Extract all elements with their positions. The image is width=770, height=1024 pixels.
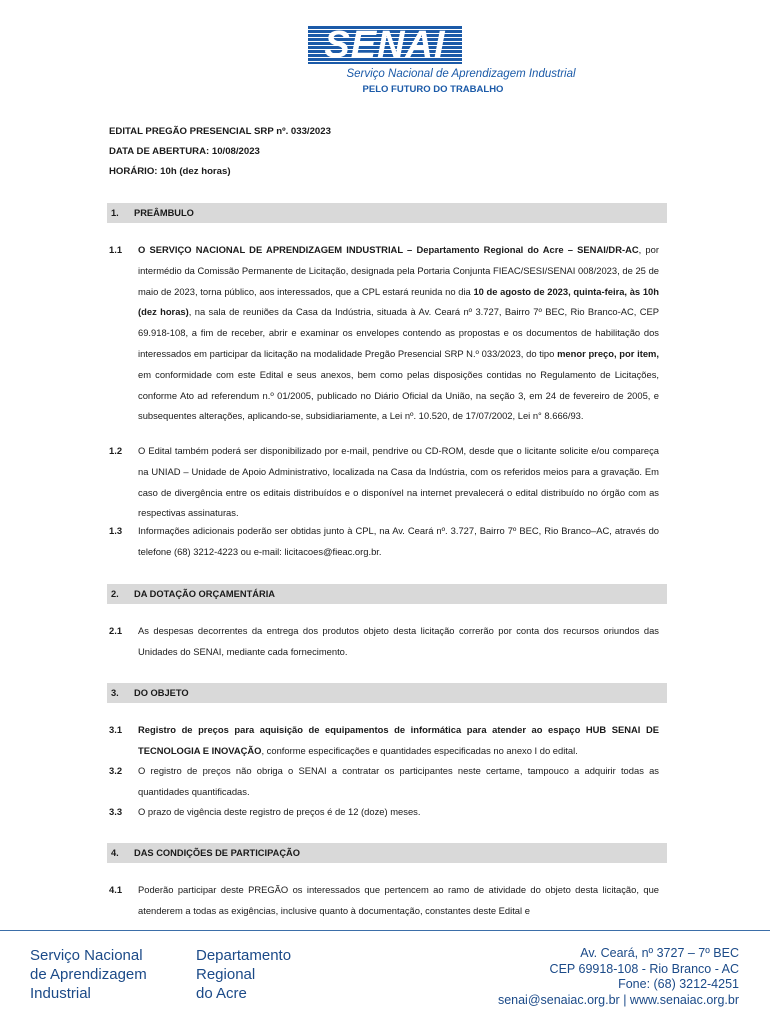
section-header-participacao	[107, 843, 667, 863]
paragraph-number: 1.1	[109, 244, 123, 255]
footer-line: Serviço Nacional	[30, 947, 143, 964]
paragraph-text: Poderão participar deste PREGÃO os interessados que pertencem ao ramo de atividade do objeto desta licitação, que atenderem a todas as exigências, inclusive quanto à documentação, constantes deste Edital e	[138, 884, 659, 916]
section-title: DAS CONDIÇÕES DE PARTICIPAÇÃO	[134, 848, 300, 858]
edital-title: EDITAL PREGÃO PRESENCIAL SRP nº. 033/2023	[109, 126, 331, 137]
paragraph-number: 2.1	[109, 625, 123, 636]
paragraph-text: O prazo de vigência deste registro de preços é de 12 (doze) meses.	[138, 806, 421, 817]
section-title: PREÂMBULO	[134, 208, 194, 218]
footer-email-website: senai@senaiac.org.br | www.senaiac.org.br	[497, 992, 739, 1007]
paragraph-text	[138, 720, 659, 762]
section-header-dotacao	[107, 584, 667, 604]
paragraph-text: As despesas decorrentes da entrega dos produtos objeto desta licitação correrão por conta dos recursos oriundos das Unidades do SENAI, mediante cada fornecimento.	[138, 625, 659, 657]
paragraph-1-2	[109, 441, 659, 524]
footer-line: do Acre	[196, 985, 247, 1002]
text: em conformidade com este Edital e seus anexos, bem como pelas disposições contidas no Regulamento de Licitações, conforme Ato ad referendum n.º 01/2005, publicado no Diário Oficial da União, na seção 3, em 24 de fevereiro de 2005, e subsequentes alterações, aplicando-se, subsidiariamente, a Lei nº. 10.520, de 17/07/2002, Lei n° 8.666/93.	[138, 368, 659, 422]
section-header-preambulo	[107, 203, 667, 223]
paragraph-number: 1.2	[109, 445, 123, 456]
opening-date: DATA DE ABERTURA: 10/08/2023	[109, 146, 260, 157]
footer-contact	[498, 946, 739, 1008]
paragraph-number: 1.3	[109, 525, 123, 536]
footer-divider	[0, 930, 770, 931]
paragraph-2-1	[109, 621, 659, 663]
logo-text: SENAI	[324, 24, 446, 66]
paragraph-3-3	[109, 802, 659, 823]
section-number: 1.	[111, 208, 119, 218]
footer-phone: Fone: (68) 3212-4251	[618, 977, 739, 991]
footer-department	[196, 946, 291, 1003]
paragraph-3-1	[109, 720, 659, 762]
paragraph-text	[138, 240, 659, 427]
footer-line: Regional	[196, 966, 256, 983]
footer-line: de Aprendizagem	[30, 966, 147, 983]
senai-logo	[308, 26, 462, 64]
section-title: DO OBJETO	[134, 688, 189, 698]
text-bold: O SERVIÇO NACIONAL DE APRENDIZAGEM INDUSTRIAL – Departamento Regional do Acre – SENAI/DR-AC	[138, 244, 639, 255]
text: , por intermédio da Comissão Permanente de Licitação, designada pela Portaria Conjunta FIEAC/SESI/SENAI 008/2023, de 25 de maio de 2023, torna público, aos interessados, que a CPL estará reunida no dia	[138, 244, 659, 297]
section-number: 3.	[111, 688, 119, 698]
text-bold: menor preço, por item,	[557, 347, 659, 359]
text-bold: Registro de preços para aquisição de equipamentos de informática para atender ao espaço HUB SENAI DE TECNOLOGIA E INOVAÇÃO	[138, 724, 659, 756]
text-bold: 10 de agosto de 2023, quinta-feira, às 10h (dez horas)	[138, 285, 659, 318]
logo-subtitle: Serviço Nacional de Aprendizagem Industrial	[346, 68, 576, 80]
paragraph-number: 3.3	[109, 806, 123, 817]
paragraph-number: 3.1	[109, 724, 123, 735]
section-number: 4.	[111, 848, 119, 858]
paragraph-number: 3.2	[109, 765, 123, 776]
paragraph-3-2	[109, 761, 659, 803]
footer-institution	[30, 946, 147, 1003]
text: , conforme especificações e quantidades especificadas no anexo I do edital.	[261, 744, 578, 756]
paragraph-1-3	[109, 521, 659, 563]
paragraph-text: O registro de preços não obriga o SENAI a contratar os participantes neste certame, tampouco a adquirir todas as quantidades quantificadas.	[138, 765, 659, 797]
paragraph-text: O Edital também poderá ser disponibilizado por e-mail, pendrive ou CD-ROM, desde que o licitante solicite e/ou compareça na UNIAD – Unidade de Apoio Administrativo, localizada na Casa da Indústria, com os referidos meios para a gravação. Em caso de divergência entre os editais distribuídos e o disponível na internet prevalecerá o edital distribuído no órgão com as respectivas assinaturas.	[138, 445, 659, 519]
paragraph-text: Informações adicionais poderão ser obtidas junto à CPL, na Av. Ceará nº. 3.727, Bairro 7º BEC, Rio Branco–AC, através do telefone (68) 3212-4223 ou e-mail: licitacoes@fieac.org.br.	[138, 525, 659, 557]
opening-time: HORÁRIO: 10h (dez horas)	[109, 166, 231, 177]
footer-address: Av. Ceará, nº 3727 – 7º BEC	[580, 946, 739, 960]
footer-line: Departamento	[196, 947, 292, 964]
logo-tagline: PELO FUTURO DO TRABALHO	[362, 84, 504, 95]
footer-line: Industrial	[30, 985, 91, 1002]
paragraph-4-1	[109, 880, 659, 922]
section-header-objeto	[107, 683, 667, 703]
paragraph-1-1	[109, 240, 659, 427]
text: , na sala de reuniões da Casa da Indústria, situada à Av. Ceará nº 3.727, Bairro 7º BEC, Rio Branco-AC, CEP 69.918-108, a fim de receber, abrir e examinar os envelopes contendo as propostas e os documentos de habilitação dos interessados em participar da licitação na modalidade Pregão Presencial SRP N.º 033/2023, do tipo	[138, 306, 659, 359]
section-number: 2.	[111, 589, 119, 599]
paragraph-number: 4.1	[109, 884, 123, 895]
document-heading	[109, 125, 331, 185]
section-title: DA DOTAÇÃO ORÇAMENTÁRIA	[134, 589, 275, 599]
footer-cep: CEP 69918-108 - Rio Branco - AC	[549, 961, 739, 976]
